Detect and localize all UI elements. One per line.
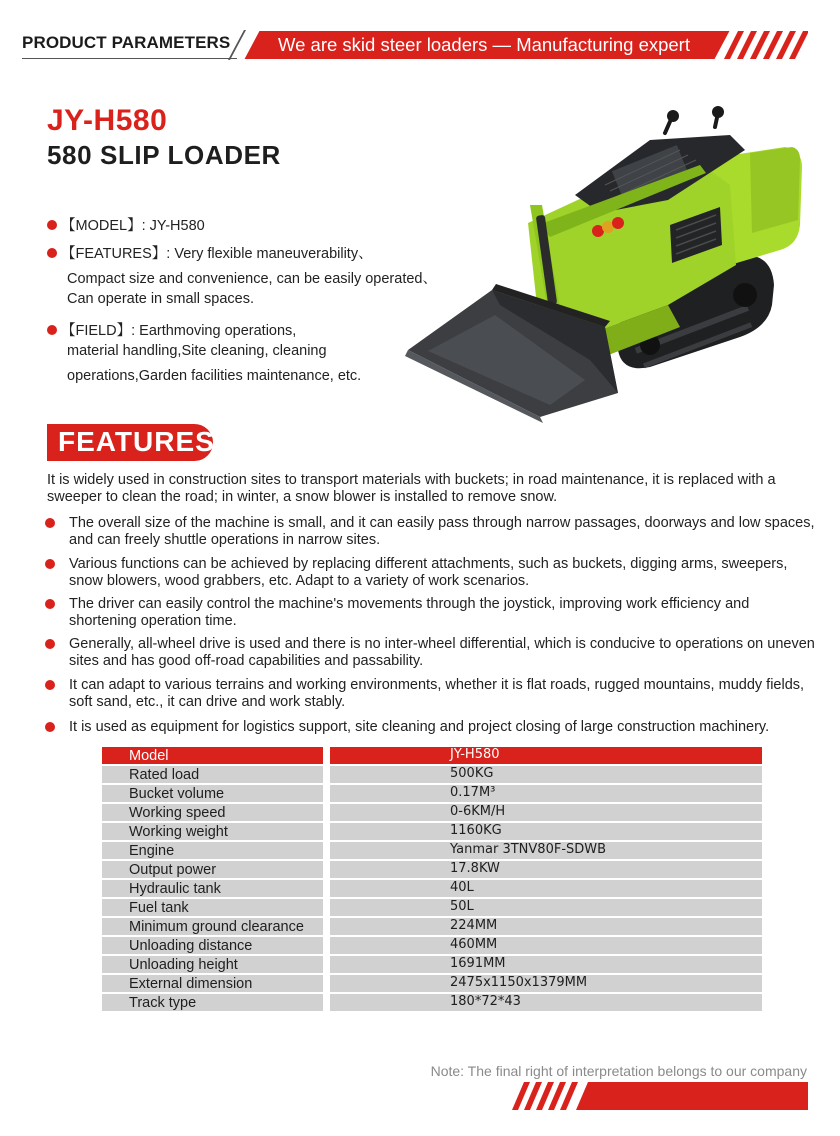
red-dot-icon [45,722,55,732]
table-row [102,994,762,1011]
table-row [102,785,762,802]
table-cell-key: Unloading distance [102,937,323,954]
feature-item [45,596,820,630]
red-dot-icon [45,559,55,569]
table-cell-key: Rated load [102,766,323,783]
spec-field-line2: material handling,Site cleaning, cleaning [67,343,327,359]
red-dot-icon [47,325,57,335]
product-code: JY-H580 [47,104,168,137]
feature-text: Generally, all-wheel drive is used and there is no inter-wheel differential, which is conducive to operations on uneven sites and has good off-road capabilities and passability. [69,636,815,669]
red-dot-icon [47,220,57,230]
table-cell-key: Hydraulic tank [102,880,323,897]
feature-text: The driver can easily control the machine's movements through the joystick, improving work efficiency and shortening operation time. [69,596,750,629]
header-underline [22,58,237,59]
spec-features [47,242,373,263]
table-cell-value: 180*72*43 [330,994,762,1011]
product-name: 580 SLIP LOADER [47,140,281,170]
skid-steer-loader-illustration [400,105,810,425]
table-row [102,899,762,916]
table-cell-key: Working speed [102,804,323,821]
feature-item [45,515,820,549]
table-cell-value: 17.8KW [330,861,762,878]
feature-text: It is used as equipment for logistics support, site cleaning and project closing of large construction machinery. [69,719,770,735]
table-cell-value: 0-6KM/H [330,804,762,821]
table-cell-value: 500KG [330,766,762,783]
spec-field [47,319,296,340]
header-tagline: We are skid steer loaders — Manufacturing expert [278,34,690,55]
table-row [102,804,762,821]
footer-stripes-decoration [512,1082,808,1110]
spec-field-text: 【FIELD】: Earthmoving operations, [61,323,297,339]
feature-text: Various functions can be achieved by replacing different attachments, such as buckets, digging arms, sweepers, snow blowers, wood grabbers, etc. Adapt to a variety of work scenarios. [69,556,788,589]
header-stripes-decoration [724,31,808,59]
table-cell-value: 1691MM [330,956,762,973]
header-label: PRODUCT PARAMETERS [22,33,231,52]
table-row [102,937,762,954]
feature-item [45,556,820,590]
table-cell-key: Minimum ground clearance [102,918,323,935]
red-dot-icon [45,518,55,528]
red-dot-icon [47,248,57,258]
spec-features-text: 【FEATURES】: Very flexible maneuverability、 [61,246,373,262]
table-row [102,918,762,935]
red-dot-icon [45,639,55,649]
table-cell-value: 224MM [330,918,762,935]
table-cell-value: 0.17M³ [330,785,762,802]
features-intro: It is widely used in construction sites to transport materials with buckets; in road maintenance, it is replaced with a sweeper to clean the road; in winter, a snow blower is installed to remove snow. [47,472,776,505]
table-cell-value: 2475x1150x1379MM [330,975,762,992]
table-cell-key: External dimension [102,975,323,992]
footer-note: Note: The final right of interpretation belongs to our company [430,1063,807,1079]
table-row [102,842,762,859]
table-header-value: JY-H580 [330,747,762,764]
table-row [102,823,762,840]
features-title: FEATURES [58,426,215,457]
table-cell-key: Track type [102,994,323,1011]
spec-model [47,214,205,235]
table-row [102,766,762,783]
red-dot-icon [45,599,55,609]
feature-text: The overall size of the machine is small, and it can easily pass through narrow passages, doorways and low spaces, and can freely shuttle operations in narrow sites. [69,515,815,548]
table-cell-value: 50L [330,899,762,916]
feature-text: It can adapt to various terrains and working environments, whether it is flat roads, rugged mountains, muddy fields, soft sand, etc., it can drive and work stably. [69,677,805,710]
feature-item [45,636,820,670]
table-cell-key: Engine [102,842,323,859]
table-cell-value: 460MM [330,937,762,954]
table-row [102,861,762,878]
table-cell-value: 40L [330,880,762,897]
table-cell-value: 1160KG [330,823,762,840]
header-slash-divider [228,30,246,60]
table-cell-key: Bucket volume [102,785,323,802]
table-cell-key: Output power [102,861,323,878]
spec-model-text: 【MODEL】: JY-H580 [61,218,205,234]
table-cell-value: Yanmar 3TNV80F-SDWB [330,842,762,859]
table-cell-key: Unloading height [102,956,323,973]
table-row [102,956,762,973]
table-cell-key: Fuel tank [102,899,323,916]
spec-features-line2: Compact size and convenience, can be easily operated、 [67,271,437,287]
table-header-row [102,747,762,764]
table-row [102,975,762,992]
feature-item [45,677,820,711]
table-row [102,880,762,897]
red-dot-icon [45,680,55,690]
table-header-key: Model [102,747,323,764]
spec-field-line3: operations,Garden facilities maintenance, etc. [67,368,362,384]
table-cell-key: Working weight [102,823,323,840]
spec-features-line3: Can operate in small spaces. [67,291,254,307]
feature-item [45,719,820,736]
